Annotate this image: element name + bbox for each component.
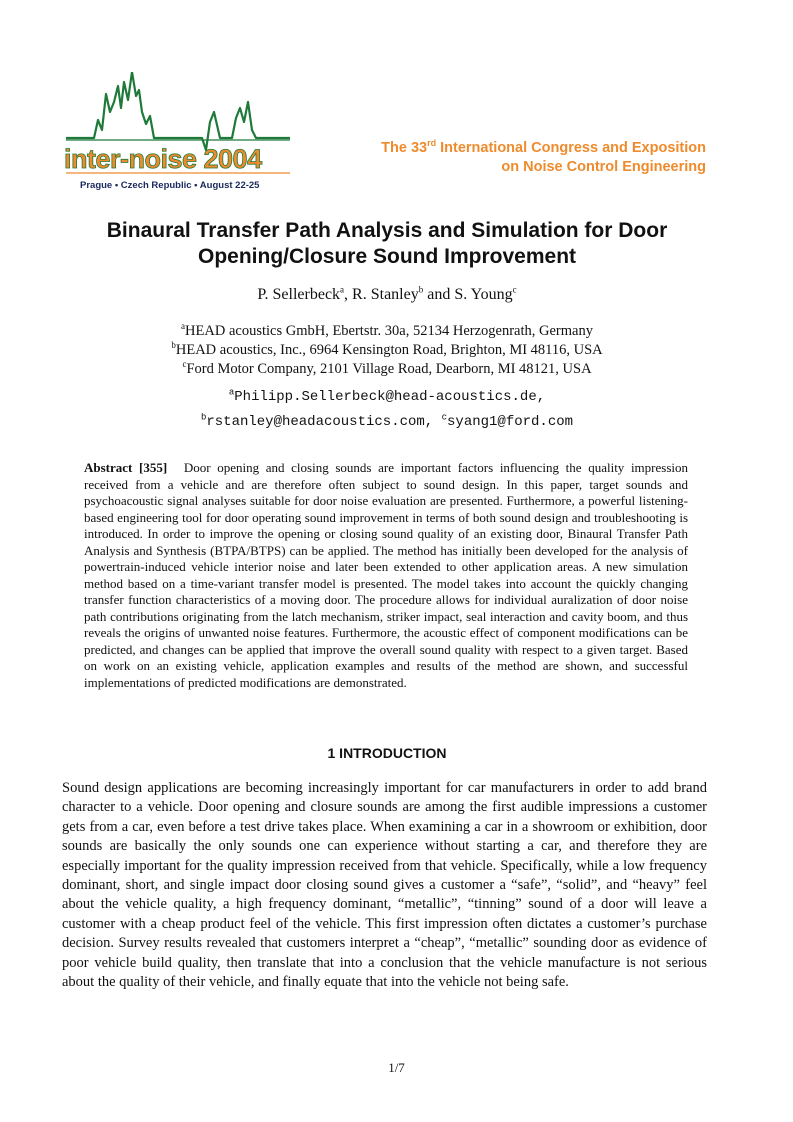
author-affiliation-mark: a [340,284,345,295]
author-separator: and [423,286,455,303]
logo-wordmark: inter-noise 2004 [64,144,262,174]
congress-title [381,139,706,177]
waveform-graphic [66,72,290,150]
title-line-2: Opening/Closure Sound Improvement [197,245,577,268]
author-separator: , [344,286,353,303]
email-link[interactable]: syang1@ford.com [447,414,574,430]
email-line-2 [62,410,712,435]
author-name: R. Stanley [352,286,419,303]
affiliation-list [62,322,712,379]
congress-ordinal: rd [427,138,437,149]
congress-prefix: The 33 [381,140,428,156]
email-link[interactable]: Philipp.Sellerbeck@head-acoustics.de, [234,389,546,405]
affiliation-item [62,322,712,341]
affiliation-mark: a [181,321,186,332]
author-list [62,286,712,304]
affiliation-text: Ford Motor Company, 2101 Village Road, Dearborn, MI 48121, USA [186,361,592,377]
author-name: P. Sellerbeck [257,286,341,303]
affiliation-item [62,341,712,360]
inter-noise-logo [62,72,294,194]
author-name: S. Young [454,286,513,303]
affiliation-text: HEAD acoustics, Inc., 6964 Kensington Road, Brighton, MI 48116, USA [175,342,603,358]
email-mark: a [228,387,235,398]
abstract-label: Abstract [355] [84,460,168,475]
abstract [84,460,688,691]
affiliation-mark: b [171,340,176,351]
congress-line-1 [381,139,706,158]
email-mark: b [200,412,207,423]
affiliation-item [62,360,712,379]
page-number: 1/7 [388,1060,405,1075]
body-paragraph: Sound design applications are becoming increasingly important for car manufacturers in order to add brand character to a vehicle. Door opening and closure sounds are among the first audible impressions a customer gets from a car, even before a test drive takes place. When examining a car in a showroom or exhibition, door sounds are basically the only sounds one can experience without starting a car, and therefore they are especially important for the quality impression received from that vehicle. Specifically, while a low frequency dominant, short, and single impact door closing sound gives a customer a “safe”, “solid”, and “heavy” feel about the vehicle quality, a high frequency dominant, “metallic”, “tinning” sound of a door will leave a customer with a cheap product feel of the vehicle. This first impression often dictates a customer’s purchase decision. Survey results revealed that customers interpret a “cheap”, “metallic” sounding door as evidence of poor vehicle build quality, then translate that into a conclusion that the vehicle manufacture is not serious about the quality of their vehicle, and finally equate that into the vehicle not being safe. [62,780,707,991]
logo-tagline: Prague • Czech Republic • August 22-25 [80,180,260,191]
abstract-text: Door opening and closing sounds are important factors influencing the quality impression received from a vehicle and are therefore often subject to sound design. In this paper, target sounds and psychoacoustic signal analyses suitable for door noise evaluation are presented. Furthermore, a powerful listening-based engineering tool for door operating sound improvement in terms of both sound design and troubleshooting is introduced. In order to improve the opening or closing sound quality of an existing door, Binaural Transfer Path Analysis and Synthesis (BTPA/BTPS) can be applied. The method has initially been developed for the analysis of powertrain-induced vehicle interior noise and later been extended to other application areas. A new simulation method based on a time-variant transfer model is presented. The model takes into account the quickly changing transfer function characteristics of a moving door. The procedure allows for individual auralization of door noise path contributions originating from the latch mechanism, striker impact, seal interaction and cavity boom, and thus reveals the origins of unwanted noise features. Furthermore, the acoustic effect of component modifications can be predicted, and changes can be applied that improve the overall sound quality with respect to a given target. Based on work on an existing vehicle, application examples and results of the method are shown, and successful implementations of predicted modifications are demonstrated. [84,460,688,690]
email-list [62,385,712,435]
email-link[interactable]: rstanley@headacoustics.com, [206,414,442,430]
affiliation-mark: c [182,359,187,370]
section-heading: 1 INTRODUCTION [327,745,447,761]
email-line-1 [62,385,712,410]
congress-line-2: on Noise Control Engineering [501,159,706,175]
paper-title [62,218,712,270]
congress-line1-rest: International Congress and Exposition [436,140,706,156]
affiliation-text: HEAD acoustics GmbH, Ebertstr. 30a, 52134 Herzogenrath, Germany [185,323,593,339]
author-affiliation-mark: b [418,284,424,295]
email-mark: c [441,412,448,423]
author-affiliation-mark: c [512,284,517,295]
title-line-1: Binaural Transfer Path Analysis and Simulation for Door [106,219,668,242]
